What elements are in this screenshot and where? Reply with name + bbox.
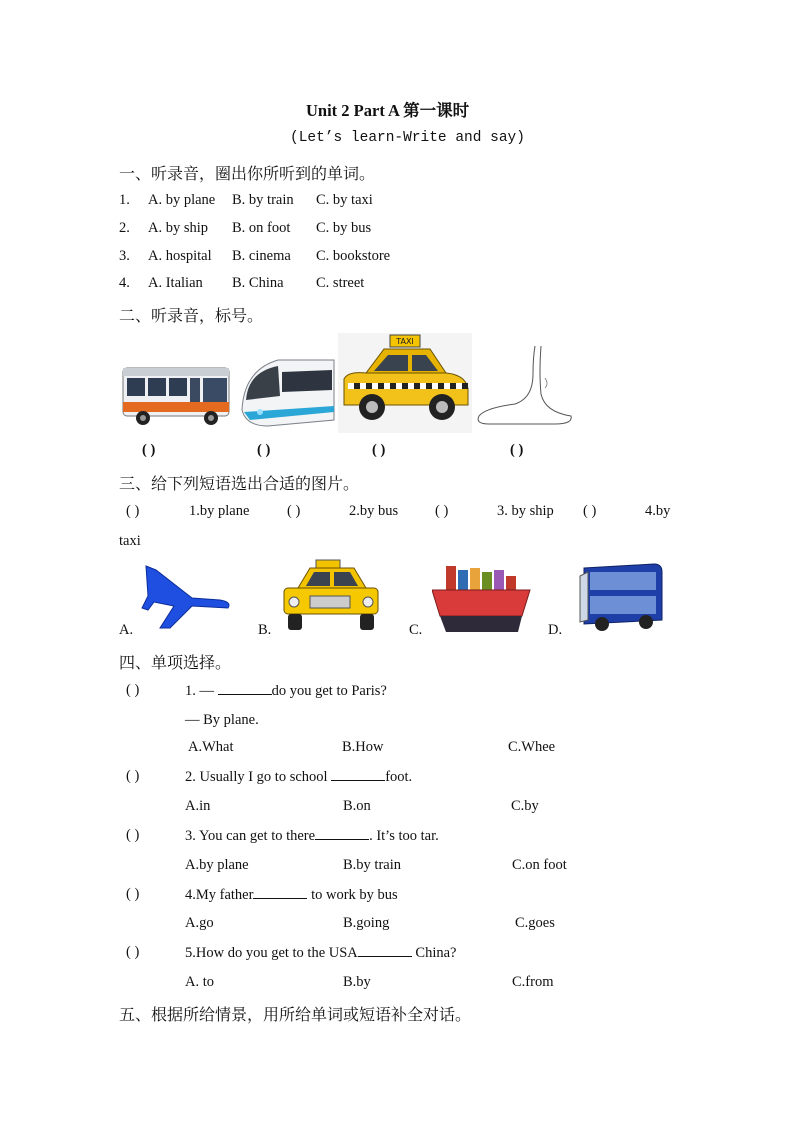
page-subtitle: (Let’s learn-Write and say) (290, 130, 525, 146)
fill-blank[interactable] (358, 944, 412, 957)
section3-heading: 三、给下列短语选出合适的图片。 (119, 474, 360, 493)
question-text (185, 827, 439, 845)
question-suffix: China? (415, 945, 457, 961)
option-b: B. by train (232, 192, 294, 208)
answer-bracket[interactable]: ( ) (126, 886, 140, 902)
question-text (185, 944, 457, 962)
answer-bracket[interactable]: ( ) (126, 944, 140, 960)
picture-label: D. (548, 622, 563, 638)
option-a: A.go (185, 915, 214, 931)
row-number: 4. (119, 275, 130, 291)
ship-image (432, 560, 534, 636)
picture-label: A. (119, 622, 134, 638)
question-prefix: 5.How do you get to the USA (185, 945, 358, 961)
answer-bracket[interactable]: ( ) (126, 827, 140, 843)
section2-heading: 二、听录音，标号。 (119, 306, 264, 325)
row-number: 1. (119, 192, 130, 208)
option-c: C. street (316, 275, 365, 291)
picture-label: B. (258, 622, 272, 638)
option-c: C.on foot (512, 857, 567, 873)
option-b: B.going (343, 915, 390, 931)
question-text (185, 886, 398, 904)
page-title: Unit 2 Part A 第一课时 (306, 101, 470, 120)
option-b: B. cinema (232, 248, 291, 264)
answer-bracket[interactable]: ( ) (510, 442, 524, 458)
question-prefix: 3. You can get to there (185, 828, 316, 844)
answer-bracket[interactable]: ( ) (287, 503, 301, 519)
option-c: C.Whee (508, 739, 556, 755)
taxi-image (338, 333, 472, 433)
option-b: B. on foot (232, 220, 291, 236)
phrase-item: 3. by ship (497, 503, 554, 519)
question-text (185, 768, 412, 786)
question-suffix: to work by bus (311, 887, 398, 903)
option-b: B. China (232, 275, 284, 291)
section4-heading: 四、单项选择。 (119, 653, 232, 672)
question-prefix: 4.My father (185, 887, 254, 903)
question-suffix: do you get to Paris? (271, 683, 387, 699)
option-a: A. by plane (148, 192, 216, 208)
row-number: 3. (119, 248, 130, 264)
option-a: A. to (185, 974, 214, 990)
foot-image (475, 344, 577, 428)
question-suffix: foot. (385, 769, 413, 785)
option-a: A. by ship (148, 220, 209, 236)
option-b: B.by train (343, 857, 401, 873)
answer-bracket[interactable]: ( ) (583, 503, 597, 519)
option-b: B.on (343, 798, 371, 814)
fill-blank[interactable] (315, 827, 369, 840)
train-image (238, 350, 336, 432)
fill-blank[interactable] (253, 886, 307, 899)
phrase-item-wrap: taxi (119, 533, 141, 549)
phrase-item: 4.by (645, 503, 671, 519)
phrase-item: 1.by plane (189, 503, 250, 519)
row-number: 2. (119, 220, 130, 236)
fill-blank[interactable] (331, 768, 385, 781)
airplane-image (140, 562, 232, 634)
answer-bracket[interactable]: ( ) (142, 442, 156, 458)
bus-image (578, 562, 664, 634)
option-c: C. by taxi (316, 192, 373, 208)
option-b: B.by (343, 974, 371, 990)
option-a: A. hospital (148, 248, 212, 264)
question-prefix: 2. Usually I go to school (185, 769, 328, 785)
option-c: C.goes (515, 915, 555, 931)
option-c: C. bookstore (316, 248, 391, 264)
option-c: C.from (512, 974, 554, 990)
section5-heading: 五、根据所给情景，用所给单词或短语补全对话。 (119, 1005, 472, 1024)
option-a: A.What (188, 739, 234, 755)
section1-heading: 一、听录音，圈出你所听到的单词。 (119, 164, 376, 183)
question-prefix: 1. — (185, 683, 214, 699)
taxi-sign-text: TAXI (396, 337, 414, 346)
answer-bracket[interactable]: ( ) (435, 503, 449, 519)
answer-bracket[interactable]: ( ) (126, 768, 140, 784)
question-suffix: . It’s too tar. (369, 828, 439, 844)
bus-image (121, 362, 233, 428)
taxi-image (280, 558, 382, 634)
option-c: C. by bus (316, 220, 372, 236)
picture-label: C. (409, 622, 423, 638)
answer-bracket[interactable]: ( ) (126, 682, 140, 698)
question-answer-line: — By plane. (185, 712, 259, 728)
option-b: B.How (342, 739, 384, 755)
answer-bracket[interactable]: ( ) (257, 442, 271, 458)
question-text (185, 682, 387, 700)
fill-blank[interactable] (218, 682, 272, 695)
answer-bracket[interactable]: ( ) (372, 442, 386, 458)
phrase-item: 2.by bus (349, 503, 399, 519)
answer-bracket[interactable]: ( ) (126, 503, 140, 519)
option-a: A.by plane (185, 857, 249, 873)
option-a: A. Italian (148, 275, 203, 291)
option-c: C.by (511, 798, 539, 814)
option-a: A.in (185, 798, 211, 814)
